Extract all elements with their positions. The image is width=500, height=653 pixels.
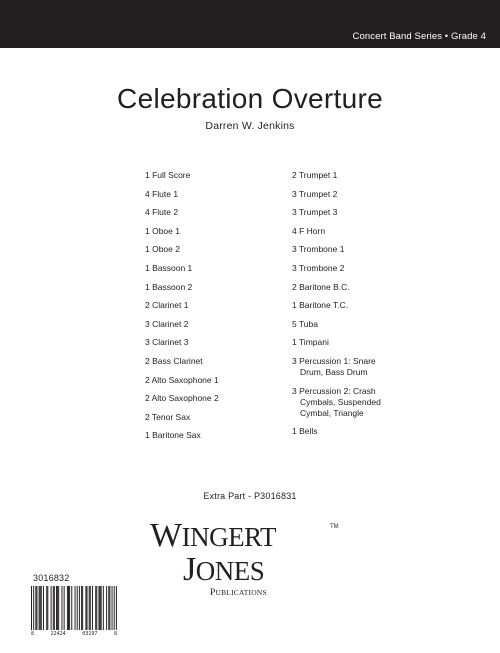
series-grade-label: Concert Band Series • Grade 4 (352, 31, 486, 42)
part-line: 3 Percussion 1: Snare (292, 355, 376, 366)
part-item: 1 Oboe 2 (145, 244, 180, 255)
part-item: 2 Bass Clarinet (145, 355, 203, 366)
part-line: 3 Percussion 2: Crash (292, 385, 376, 396)
barcode-bar (98, 586, 99, 630)
barcode-bar (116, 586, 117, 630)
barcode-bar (81, 586, 82, 630)
publisher-logo (150, 518, 340, 604)
part-item: 1 Timpani (292, 337, 329, 348)
page-title: Celebration Overture (117, 83, 383, 114)
part-item: 2 Alto Saxophone 2 (145, 393, 219, 404)
barcode-bar (51, 586, 52, 630)
barcode-bar (41, 586, 42, 630)
logo-jones: JONES (183, 551, 265, 588)
barcode-bar (106, 586, 107, 630)
barcode-bar (57, 586, 58, 630)
part-line: Cymbals, Suspended (300, 396, 381, 407)
part-item: 2 Alto Saxophone 1 (145, 374, 219, 385)
part-item-percussion-2 (292, 386, 381, 419)
part-item: 2 Baritone B.C. (292, 281, 350, 292)
part-item-percussion-1 (292, 356, 381, 378)
barcode-bar (53, 586, 54, 630)
part-item: 1 Bassoon 1 (145, 262, 193, 273)
composer-name: Darren W. Jenkins (205, 120, 295, 132)
barcode-bar (47, 586, 48, 630)
barcode-bar (95, 586, 96, 630)
part-line: Drum, Bass Drum (300, 366, 368, 377)
header-bar (0, 0, 500, 48)
barcode-bar (103, 586, 104, 630)
barcode-bar (61, 586, 62, 630)
barcode-bar (114, 586, 115, 630)
part-line: Cymbal, Triangle (300, 407, 364, 418)
barcode-bar (46, 586, 47, 630)
barcode-bar (92, 586, 93, 630)
logo-wingert: WINGERT (150, 517, 276, 554)
barcode-bar (100, 586, 101, 630)
barcode-bar (68, 586, 69, 630)
barcode-icon (31, 586, 117, 630)
catalog-number: 3016832 (33, 573, 70, 583)
barcode-bar (43, 586, 44, 630)
barcode-bar (67, 586, 68, 630)
extra-part-label: Extra Part - P3016831 (203, 491, 297, 501)
part-item: 1 Bells (292, 426, 318, 437)
barcode-bar (85, 586, 86, 630)
part-item: 3 Clarinet 2 (145, 318, 189, 329)
barcode-bar (71, 586, 72, 630)
part-item: 3 Trombone 2 (292, 262, 345, 273)
barcode-bar (96, 586, 97, 630)
barcode-bar (64, 586, 65, 630)
barcode-bar (109, 586, 110, 630)
part-item: 3 Trumpet 2 (292, 188, 338, 199)
barcode-bar (39, 586, 40, 630)
barcode-bar (35, 586, 36, 630)
barcode-bar (36, 586, 37, 630)
barcode-bar (87, 586, 88, 630)
part-item: 1 Bassoon 2 (145, 281, 193, 292)
part-item: 1 Baritone Sax (145, 430, 201, 441)
part-item: 2 Tenor Sax (145, 411, 191, 422)
barcode-bar (89, 586, 90, 630)
parts-list-left (145, 170, 219, 449)
part-item: 5 Tuba (292, 318, 318, 329)
barcode-bar (101, 586, 102, 630)
part-item: 1 Full Score (145, 170, 191, 180)
part-item: 3 Clarinet 3 (145, 337, 189, 348)
part-item: 1 Baritone T.C. (292, 300, 349, 311)
part-item: 1 Oboe 1 (145, 225, 180, 236)
barcode-bar (90, 586, 91, 630)
part-item: 4 Flute 2 (145, 207, 179, 218)
barcode-bar (75, 586, 76, 630)
part-item: 4 Flute 1 (145, 188, 179, 199)
logo-publications: PUBLICATIONS (210, 588, 267, 598)
barcode-bar (40, 586, 41, 630)
barcode-bar (69, 586, 70, 630)
part-item: 2 Clarinet 1 (145, 300, 189, 311)
barcode-bar (58, 586, 59, 630)
part-item: 3 Trombone 1 (292, 244, 345, 255)
barcode-bar (31, 586, 32, 630)
barcode-bar (54, 586, 55, 630)
part-item: 3 Trumpet 3 (292, 207, 338, 218)
barcode-bar (56, 586, 57, 630)
parts-list-right (292, 170, 381, 445)
trademark-mark: TM (330, 524, 339, 530)
barcode-digits: 8 22424 03197 8 (31, 631, 117, 637)
barcode-bar (112, 586, 113, 630)
part-item: 2 Trumpet 1 (292, 170, 338, 180)
barcode-bar (77, 586, 78, 630)
barcode-bar (79, 586, 80, 630)
barcode-bar (108, 586, 109, 630)
part-item: 4 F Horn (292, 225, 326, 236)
barcode-bar (33, 586, 34, 630)
barcode-bar (82, 586, 83, 630)
